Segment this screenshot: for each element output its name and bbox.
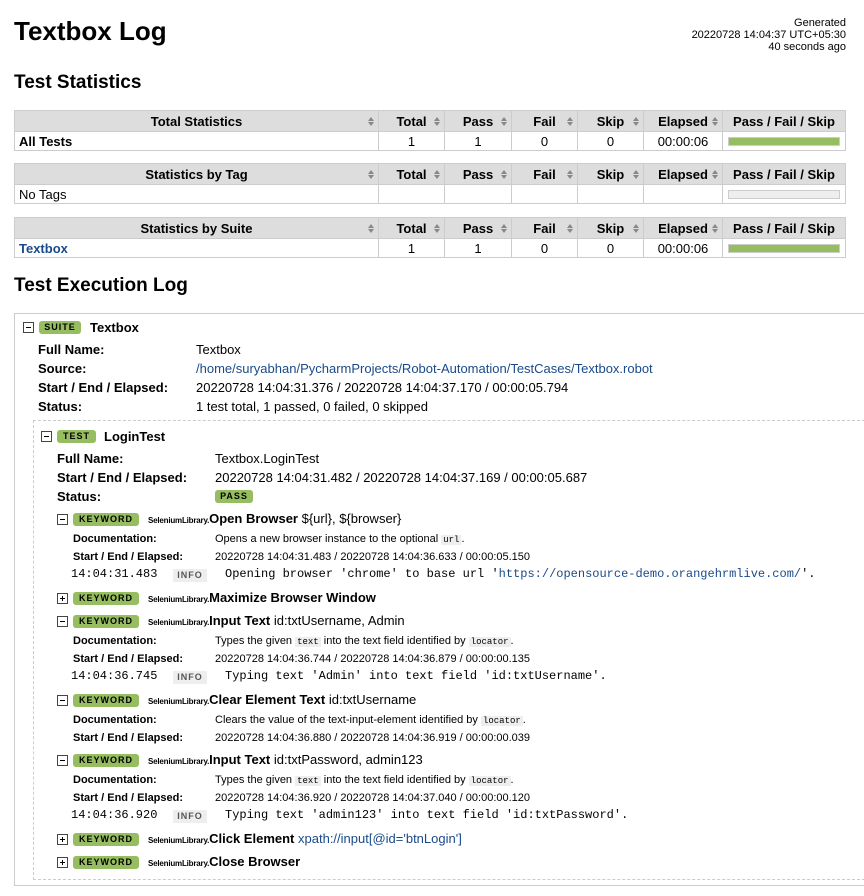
col-header-pass[interactable]: Pass bbox=[445, 164, 512, 185]
keyword-badge: KEYWORD bbox=[73, 833, 139, 846]
sort-icon bbox=[712, 224, 718, 233]
stat-graph bbox=[723, 185, 846, 204]
col-header-fail[interactable]: Fail bbox=[512, 164, 578, 185]
col-header-pass[interactable]: Pass bbox=[445, 218, 512, 239]
report-header bbox=[14, 16, 846, 66]
col-header-skip[interactable]: Skip bbox=[578, 164, 644, 185]
stat-skip: 0 bbox=[578, 239, 644, 258]
log-message: Opening browser 'chrome' to base url 'https://opensource-demo.orangehrmlive.com/'. bbox=[225, 567, 816, 581]
sort-icon bbox=[368, 224, 374, 233]
col-header-elapsed[interactable]: Elapsed bbox=[644, 218, 723, 239]
log-message: Typing text 'Admin' into text field 'id:txtUsername'. bbox=[225, 669, 607, 683]
times-label: Start / End / Elapsed: bbox=[73, 653, 184, 665]
stat-total bbox=[379, 185, 445, 204]
times-label: Start / End / Elapsed: bbox=[73, 551, 184, 563]
keyword-header[interactable] bbox=[148, 854, 300, 869]
collapse-icon[interactable] bbox=[57, 616, 68, 627]
keyword-name: Click Element bbox=[209, 831, 295, 846]
sort-icon bbox=[633, 170, 639, 179]
sort-icon bbox=[501, 170, 507, 179]
sort-icon bbox=[501, 117, 507, 126]
col-header-name[interactable]: Total Statistics bbox=[15, 111, 379, 132]
col-header-graph[interactable]: Pass / Fail / Skip bbox=[723, 218, 846, 239]
keyword-library: SeleniumLibrary. bbox=[148, 697, 210, 706]
test-times: 20220728 14:04:31.482 / 20220728 14:04:37.169 / 00:00:05.687 bbox=[215, 470, 588, 485]
keyword-header[interactable] bbox=[148, 590, 376, 605]
sort-icon bbox=[567, 224, 573, 233]
stats-row[interactable] bbox=[15, 132, 846, 151]
sort-icon bbox=[501, 224, 507, 233]
col-header-name[interactable]: Statistics by Suite bbox=[15, 218, 379, 239]
sort-icon bbox=[368, 170, 374, 179]
sort-icon bbox=[633, 117, 639, 126]
sort-icon bbox=[567, 170, 573, 179]
test-status-label: Status: bbox=[57, 489, 102, 504]
keyword-args: id:txtUsername, Admin bbox=[273, 613, 405, 628]
stat-skip: 0 bbox=[578, 132, 644, 151]
generated-info bbox=[692, 17, 846, 53]
keyword-header[interactable] bbox=[148, 752, 423, 767]
stat-fail: 0 bbox=[512, 132, 578, 151]
keyword-args: id:txtUsername bbox=[328, 692, 417, 707]
test-badge: TEST bbox=[57, 430, 96, 443]
tag-statistics-table bbox=[14, 163, 846, 204]
test-name[interactable]: LoginTest bbox=[104, 429, 166, 444]
col-header-total[interactable]: Total bbox=[379, 164, 445, 185]
times-label: Start / End / Elapsed: bbox=[73, 732, 184, 744]
pass-bar-fill bbox=[729, 138, 839, 145]
keyword-args: ${url}, ${browser} bbox=[301, 511, 402, 526]
keyword-badge: KEYWORD bbox=[73, 615, 139, 628]
total-statistics-table bbox=[14, 110, 846, 151]
keyword-times: 20220728 14:04:36.744 / 20220728 14:04:36.879 / 00:00:00.135 bbox=[215, 653, 531, 665]
col-header-graph[interactable]: Pass / Fail / Skip bbox=[723, 111, 846, 132]
col-header-fail[interactable]: Fail bbox=[512, 111, 578, 132]
collapse-icon[interactable] bbox=[23, 322, 34, 333]
doc-label: Documentation: bbox=[73, 533, 157, 545]
suite-status-label: Status: bbox=[38, 399, 83, 414]
message-link[interactable]: https://opensource-demo.orangehrmlive.com/ bbox=[498, 567, 802, 581]
keyword-library: SeleniumLibrary. bbox=[148, 757, 210, 766]
pass-fail-skip-bar bbox=[728, 244, 840, 253]
keyword-name: Maximize Browser Window bbox=[209, 590, 376, 605]
col-header-skip[interactable]: Skip bbox=[578, 111, 644, 132]
keyword-doc: Clears the value of the text-input-element identified by locator . bbox=[215, 714, 526, 726]
times-label: Start / End / Elapsed: bbox=[73, 792, 184, 804]
col-header-elapsed[interactable]: Elapsed bbox=[644, 164, 723, 185]
stat-elapsed: 00:00:06 bbox=[644, 132, 723, 151]
keyword-header[interactable] bbox=[148, 511, 401, 526]
collapse-icon[interactable] bbox=[57, 695, 68, 706]
col-header-graph[interactable]: Pass / Fail / Skip bbox=[723, 164, 846, 185]
sort-icon bbox=[434, 117, 440, 126]
test-statistics-heading: Test Statistics bbox=[14, 72, 142, 93]
keyword-library: SeleniumLibrary. bbox=[148, 836, 210, 845]
keyword-args: xpath://input[@id='btnLogin'] bbox=[298, 831, 462, 846]
stats-row[interactable] bbox=[15, 239, 846, 258]
generated-label: Generated bbox=[794, 17, 846, 29]
keyword-library: SeleniumLibrary. bbox=[148, 618, 210, 627]
col-header-total[interactable]: Total bbox=[379, 218, 445, 239]
keyword-times: 20220728 14:04:36.920 / 20220728 14:04:37.040 / 00:00:00.120 bbox=[215, 792, 531, 804]
keyword-library: SeleniumLibrary. bbox=[148, 859, 210, 868]
keyword-doc: Opens a new browser instance to the optional url . bbox=[215, 533, 465, 545]
suite-full-name-label: Full Name: bbox=[38, 342, 105, 357]
col-header-fail[interactable]: Fail bbox=[512, 218, 578, 239]
pass-bar-fill bbox=[729, 245, 839, 252]
stat-fail bbox=[512, 185, 578, 204]
keyword-times: 20220728 14:04:31.483 / 20220728 14:04:36.633 / 00:00:05.150 bbox=[215, 551, 531, 563]
keyword-badge: KEYWORD bbox=[73, 592, 139, 605]
keyword-doc: Types the given text into the text field identified by locator . bbox=[215, 635, 514, 647]
suite-full-name: Textbox bbox=[196, 342, 241, 357]
keyword-name: Open Browser bbox=[209, 511, 298, 526]
log-message: Typing text 'admin123' into text field 'id:txtPassword'. bbox=[225, 808, 629, 822]
keyword-name: Input Text bbox=[209, 613, 271, 628]
stat-total: 1 bbox=[379, 239, 445, 258]
keyword-badge: KEYWORD bbox=[73, 694, 139, 707]
suite-link[interactable]: Textbox bbox=[19, 240, 68, 256]
suite-badge: SUITE bbox=[39, 321, 81, 334]
stat-name: All Tests bbox=[15, 132, 379, 151]
keyword-args: id:txtPassword, admin123 bbox=[273, 752, 423, 767]
suite-status: 1 test total, 1 passed, 0 failed, 0 skipped bbox=[196, 399, 428, 414]
doc-label: Documentation: bbox=[73, 714, 157, 726]
collapse-icon[interactable] bbox=[57, 514, 68, 525]
sort-icon bbox=[712, 170, 718, 179]
message-time: 14:04:36.745 bbox=[71, 669, 158, 683]
test-full-name: Textbox.LoginTest bbox=[215, 451, 320, 466]
keyword-name: Close Browser bbox=[209, 854, 301, 869]
stat-pass: 1 bbox=[445, 239, 512, 258]
info-level-badge: INFO bbox=[173, 569, 207, 582]
stat-name: No Tags bbox=[15, 185, 379, 204]
stats-row bbox=[15, 185, 846, 204]
pass-badge: PASS bbox=[215, 490, 253, 503]
stat-fail: 0 bbox=[512, 239, 578, 258]
suite-source-link[interactable]: /home/suryabhan/PycharmProjects/Robot-Automation/TestCases/Textbox.robot bbox=[196, 361, 653, 376]
sort-icon bbox=[368, 117, 374, 126]
col-header-name[interactable]: Statistics by Tag bbox=[15, 164, 379, 185]
stat-graph bbox=[723, 132, 846, 151]
sort-icon bbox=[712, 117, 718, 126]
stat-pass bbox=[445, 185, 512, 204]
keyword-library: SeleniumLibrary. bbox=[148, 595, 210, 604]
keyword-badge: KEYWORD bbox=[73, 754, 139, 767]
info-level-badge: INFO bbox=[173, 671, 207, 684]
suite-times: 20220728 14:04:31.376 / 20220728 14:04:37.170 / 00:00:05.794 bbox=[196, 380, 569, 395]
stat-skip bbox=[578, 185, 644, 204]
pass-fail-skip-bar bbox=[728, 137, 840, 146]
keyword-header[interactable] bbox=[148, 692, 416, 707]
page-title: Textbox Log bbox=[14, 16, 167, 46]
stat-pass: 1 bbox=[445, 132, 512, 151]
expand-icon[interactable] bbox=[57, 834, 68, 845]
sort-icon bbox=[567, 117, 573, 126]
stat-total: 1 bbox=[379, 132, 445, 151]
keyword-name: Clear Element Text bbox=[209, 692, 326, 707]
stat-elapsed bbox=[644, 185, 723, 204]
expand-icon[interactable] bbox=[57, 593, 68, 604]
keyword-header[interactable] bbox=[148, 831, 462, 846]
generated-time: 20220728 14:04:37 UTC+05:30 bbox=[691, 29, 846, 41]
col-header-total[interactable]: Total bbox=[379, 111, 445, 132]
doc-label: Documentation: bbox=[73, 635, 157, 647]
generated-ago: 40 seconds ago bbox=[768, 41, 846, 53]
suite-name[interactable]: Textbox bbox=[90, 320, 139, 335]
suite-times-label: Start / End / Elapsed: bbox=[38, 380, 169, 395]
col-header-pass[interactable]: Pass bbox=[445, 111, 512, 132]
keyword-header[interactable] bbox=[148, 613, 405, 628]
message-time: 14:04:31.483 bbox=[71, 567, 158, 581]
info-level-badge: INFO bbox=[173, 810, 207, 823]
col-header-elapsed[interactable]: Elapsed bbox=[644, 111, 723, 132]
test-full-name-label: Full Name: bbox=[57, 451, 124, 466]
sort-icon bbox=[434, 170, 440, 179]
keyword-badge: KEYWORD bbox=[73, 856, 139, 869]
col-header-skip[interactable]: Skip bbox=[578, 218, 644, 239]
suite-statistics-table bbox=[14, 217, 846, 258]
test-times-label: Start / End / Elapsed: bbox=[57, 470, 188, 485]
collapse-icon[interactable] bbox=[41, 431, 52, 442]
keyword-doc: Types the given text into the text field identified by locator . bbox=[215, 774, 514, 786]
execution-log-heading: Test Execution Log bbox=[14, 275, 188, 296]
suite-source-label: Source: bbox=[38, 361, 87, 376]
keyword-library: SeleniumLibrary. bbox=[148, 516, 210, 525]
collapse-icon[interactable] bbox=[57, 755, 68, 766]
doc-label: Documentation: bbox=[73, 774, 157, 786]
expand-icon[interactable] bbox=[57, 857, 68, 868]
stat-elapsed: 00:00:06 bbox=[644, 239, 723, 258]
sort-icon bbox=[633, 224, 639, 233]
pass-fail-skip-bar bbox=[728, 190, 840, 199]
sort-icon bbox=[434, 224, 440, 233]
stat-graph bbox=[723, 239, 846, 258]
keyword-name: Input Text bbox=[209, 752, 271, 767]
message-time: 14:04:36.920 bbox=[71, 808, 158, 822]
keyword-times: 20220728 14:04:36.880 / 20220728 14:04:36.919 / 00:00:00.039 bbox=[215, 732, 531, 744]
keyword-badge: KEYWORD bbox=[73, 513, 139, 526]
